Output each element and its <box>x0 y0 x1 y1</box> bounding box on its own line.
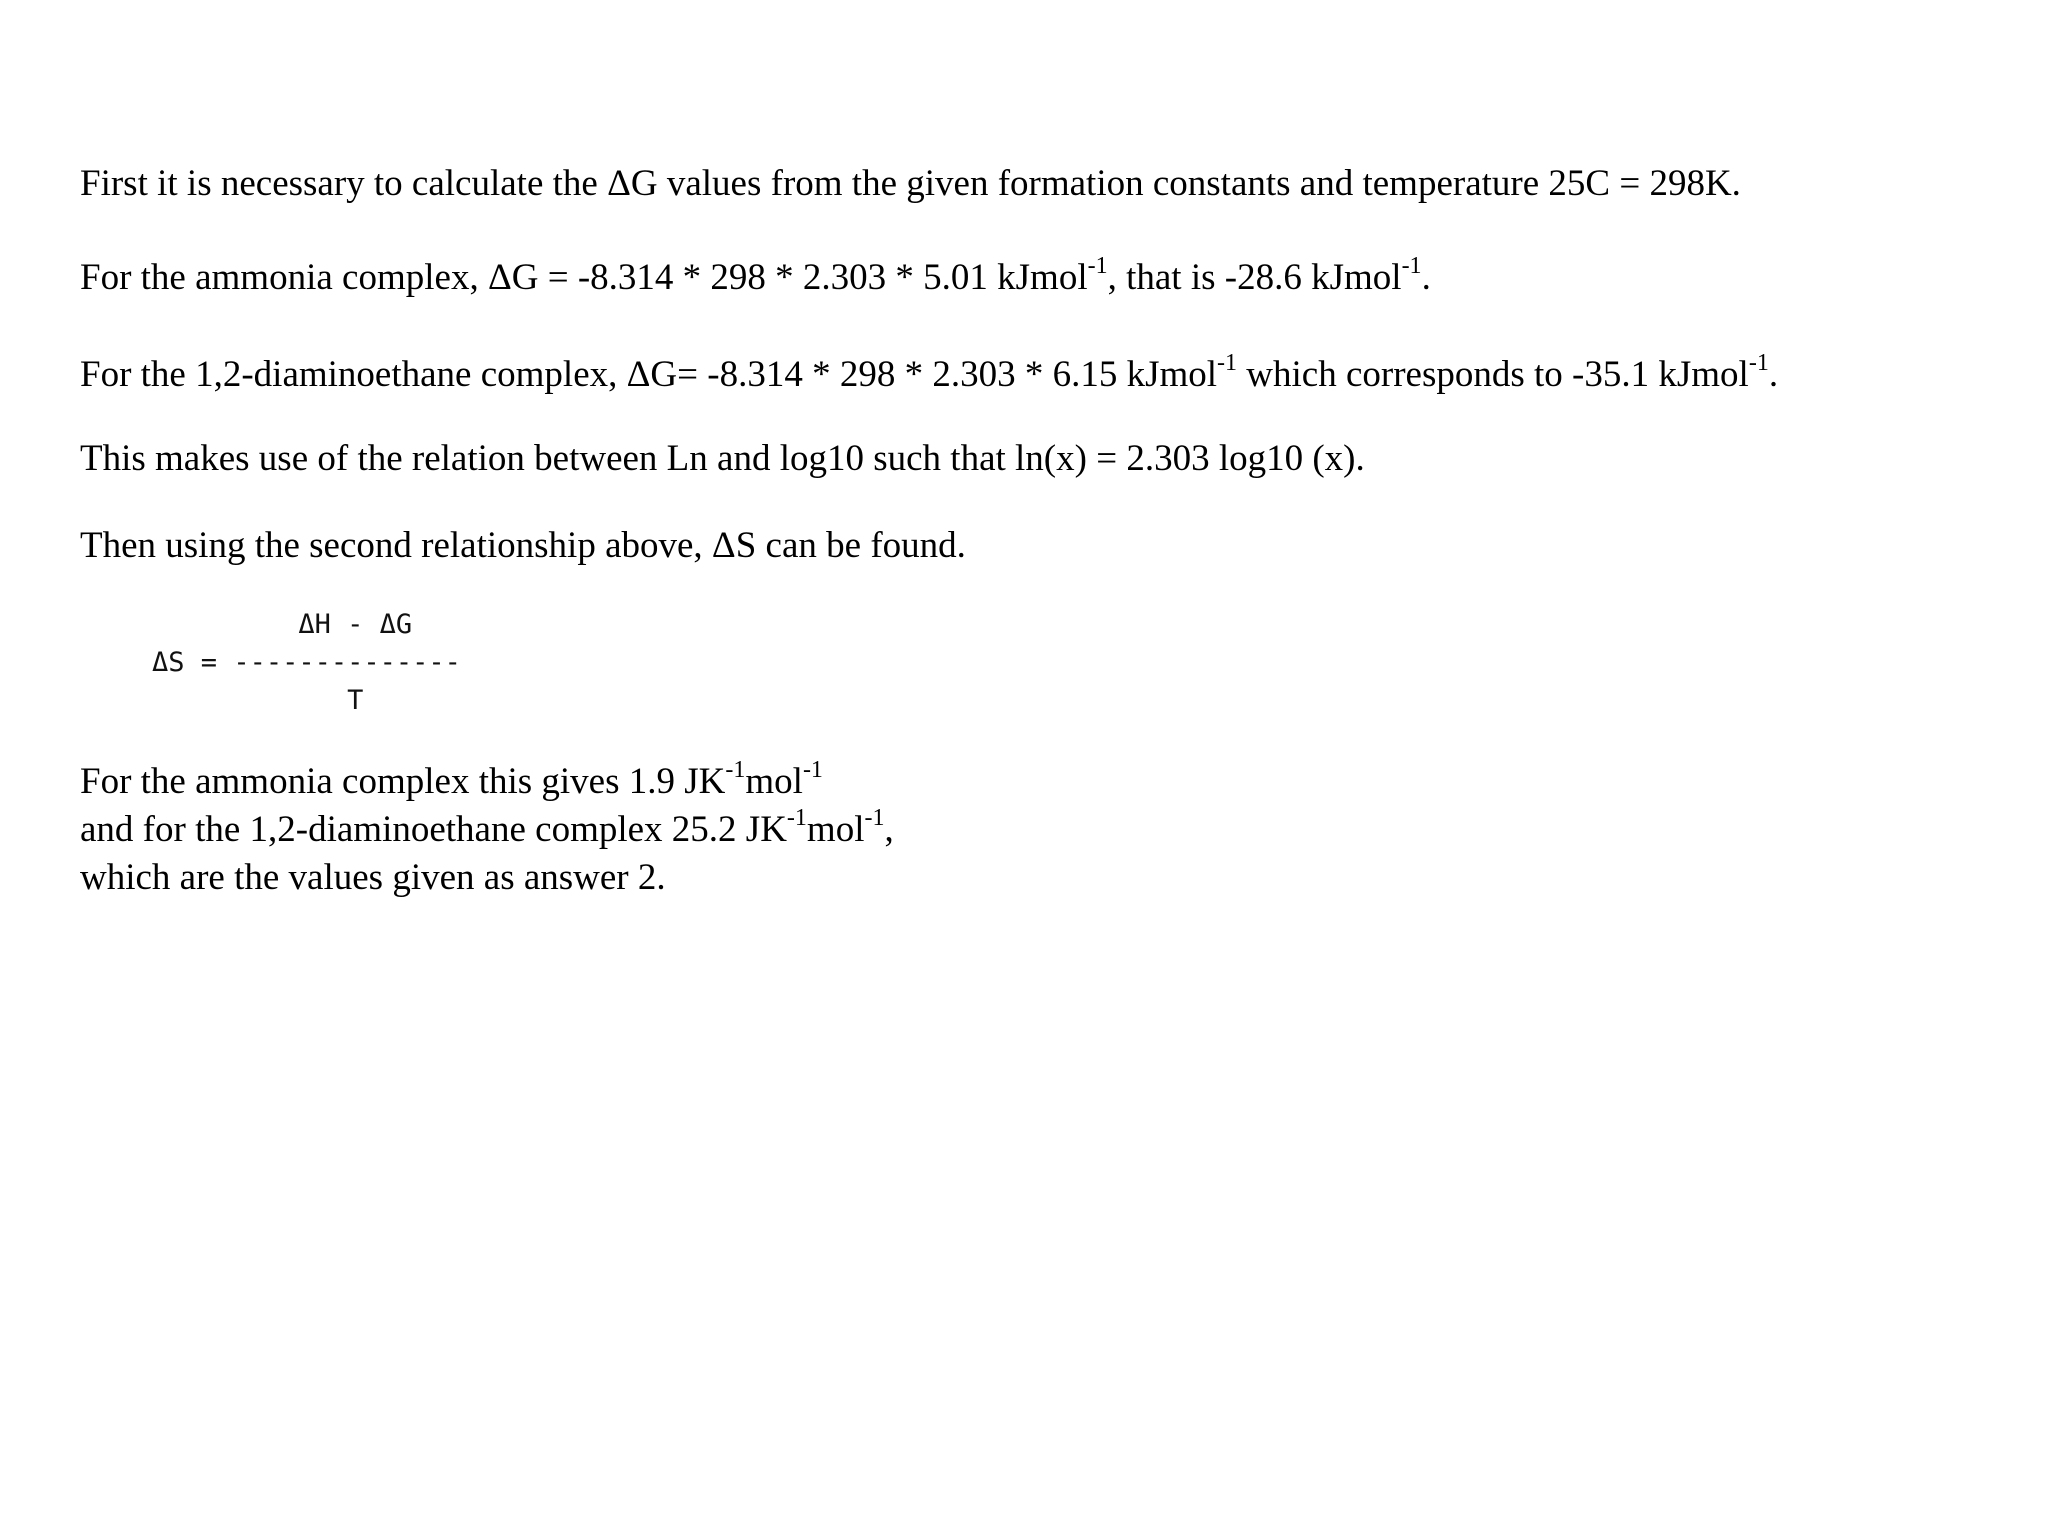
result-conclusion-text: which are the values given as answer 2. <box>80 857 666 898</box>
entropy-formula <box>152 606 2020 720</box>
document-body <box>80 162 2020 902</box>
superscript: -1 <box>1087 253 1108 279</box>
formula-divider: -------------- <box>233 647 461 678</box>
results-block <box>80 758 2020 902</box>
result-conclusion <box>80 854 2020 902</box>
diaminoethane-dg-text: For the 1,2-diaminoethane complex, ΔG= -8.314 * 298 * 2.303 * 6.15 kJmol <box>80 354 1218 395</box>
diaminoethane-dg-result: which corresponds to -35.1 kJmol <box>1237 354 1749 395</box>
result-ammonia-text: For the ammonia complex this gives 1.9 JK <box>80 761 726 802</box>
superscript: -1 <box>802 757 823 783</box>
formula-denominator-line <box>152 682 2020 720</box>
ammonia-dg-text: For the ammonia complex, ΔG = -8.314 * 298 * 2.303 * 5.01 kJmol <box>80 257 1088 298</box>
log-relation-text: This makes use of the relation between Ln and log10 such that ln(x) = 2.303 log10 (x). <box>80 438 1365 479</box>
unit-mol: mol <box>745 761 803 802</box>
formula-denominator: T <box>347 685 364 716</box>
superscript: -1 <box>786 805 807 831</box>
ammonia-dg-result: , that is -28.6 kJmol <box>1107 257 1402 298</box>
period: . <box>1768 354 1779 395</box>
comma: , <box>884 809 894 850</box>
formula-equals: = <box>200 647 218 678</box>
result-ammonia <box>80 758 2020 806</box>
unit-mol: mol <box>806 809 865 850</box>
superscript: -1 <box>1748 350 1769 376</box>
paragraph-diaminoethane-dg <box>80 350 2020 397</box>
paragraph-entropy-intro <box>80 524 2020 568</box>
superscript: -1 <box>725 757 746 783</box>
formula-numerator: ΔH - ΔG <box>298 609 413 640</box>
result-diaminoethane-text: and for the 1,2-diaminoethane complex 25.2 JK <box>80 809 787 850</box>
formula-main-line <box>152 644 2020 682</box>
paragraph-intro-text: First it is necessary to calculate the ΔG values from the given formation constants and temperature 25C = 298K. <box>80 163 1741 204</box>
formula-numerator-line <box>152 606 2020 644</box>
period: . <box>1421 257 1431 298</box>
formula-lhs: ΔS <box>152 647 185 678</box>
result-diaminoethane <box>80 806 2020 854</box>
superscript: -1 <box>864 805 885 831</box>
paragraph-intro <box>80 162 2020 206</box>
entropy-intro-text: Then using the second relationship above, ΔS can be found. <box>80 525 966 566</box>
superscript: -1 <box>1401 253 1422 279</box>
superscript: -1 <box>1217 350 1238 376</box>
paragraph-ammonia-dg <box>80 253 2020 300</box>
paragraph-log-relation <box>80 437 2020 481</box>
